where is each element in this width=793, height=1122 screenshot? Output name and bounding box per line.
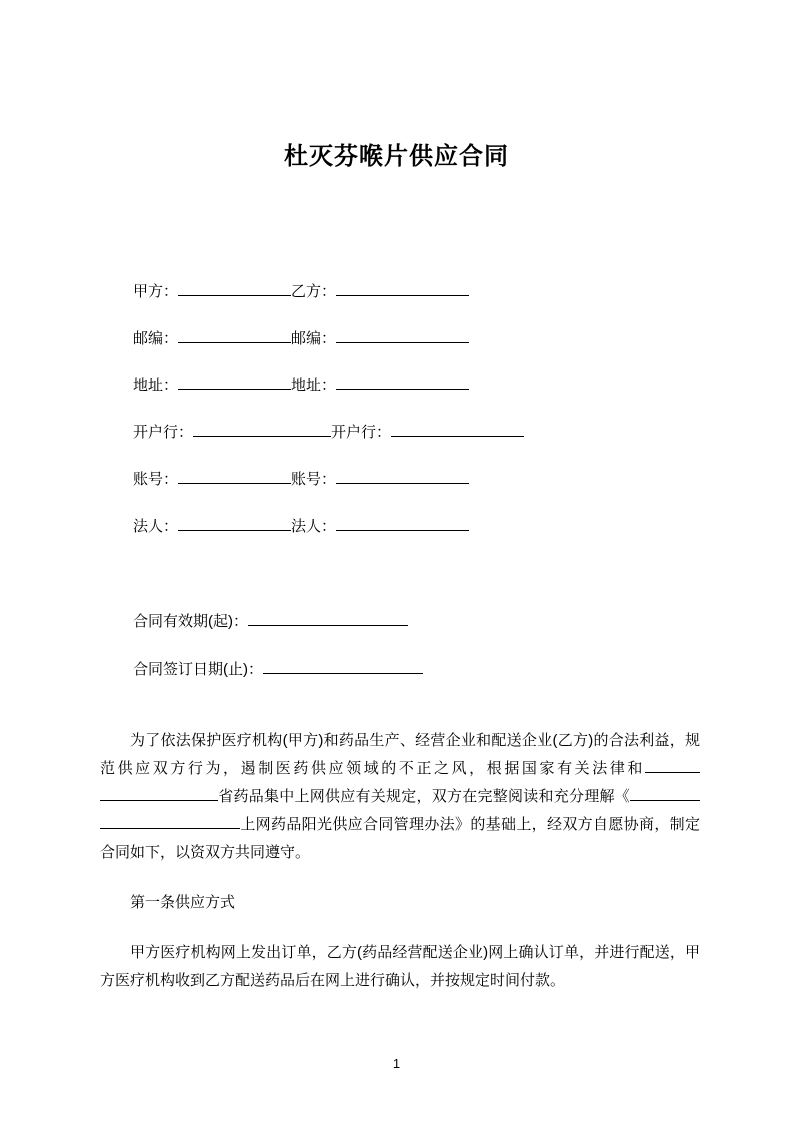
contract-signing-date-row [133, 660, 733, 677]
party-label-right: 账号： [291, 471, 337, 488]
party-label-right: 开户行： [331, 424, 392, 441]
contract-validity-label: 合同有效期(起)： [133, 613, 248, 630]
preamble-blank-1[interactable] [645, 758, 700, 773]
party-row [133, 282, 693, 299]
party-field-right[interactable] [336, 470, 469, 484]
preamble-paragraph [100, 727, 700, 867]
party-row [133, 376, 693, 393]
party-field-right[interactable] [336, 329, 469, 343]
party-field-left[interactable] [193, 423, 331, 437]
party-field-left[interactable] [178, 329, 291, 343]
page-title: 杜灭芬喉片供应合同 [284, 143, 509, 170]
party-label-left: 开户行： [133, 424, 194, 441]
party-row [133, 470, 693, 487]
party-label-left: 邮编： [133, 330, 179, 347]
party-label-left: 甲方： [133, 283, 179, 300]
preamble-blank-4[interactable] [100, 814, 240, 829]
preamble-blank-2[interactable] [100, 786, 218, 801]
party-field-right[interactable] [336, 517, 469, 531]
contract-validity-field[interactable] [248, 612, 408, 626]
party-label-right: 乙方： [291, 283, 337, 300]
party-row [133, 423, 693, 440]
party-row [133, 517, 693, 534]
party-information-block [133, 282, 693, 564]
preamble-segment-1: 为了依法保护医疗机构(甲方)和药品生产、经营企业和配送企业(乙方)的合法利益，规范供应双方行为，遏制医药供应领域的不正之风，根据国家有关法律和 [100, 732, 700, 777]
party-field-right[interactable] [391, 423, 524, 437]
preamble-segment-3: 上网药品阳光供应合同管理办法》的基础上，经双方自愿协商，制定合同如下，以资双方共同遵守。 [100, 816, 700, 861]
party-label-right: 地址： [291, 377, 337, 394]
document-body [100, 727, 700, 1017]
party-label-right: 法人： [291, 518, 337, 535]
party-label-left: 账号： [133, 471, 179, 488]
page-number: 1 [392, 1056, 401, 1071]
party-field-right[interactable] [336, 282, 469, 296]
contract-date-block [133, 612, 733, 708]
contract-signing-date-label: 合同签订日期(止)： [133, 661, 263, 678]
preamble-segment-2: 省药品集中上网供应有关规定，双方在完整阅读和充分理解《 [218, 788, 630, 805]
contract-signing-date-field[interactable] [263, 660, 423, 674]
party-label-right: 邮编： [291, 330, 337, 347]
party-label-left: 法人： [133, 518, 179, 535]
party-field-left[interactable] [178, 282, 291, 296]
preamble-blank-3[interactable] [630, 786, 700, 801]
party-field-left[interactable] [178, 470, 291, 484]
section-one-body: 甲方医疗机构网上发出订单，乙方(药品经营配送企业)网上确认订单，并进行配送，甲方医疗机构收到乙方配送药品后在网上进行确认，并按规定时间付款。 [100, 944, 700, 989]
party-field-right[interactable] [336, 376, 469, 390]
party-row [133, 329, 693, 346]
party-label-left: 地址： [133, 377, 179, 394]
party-field-left[interactable] [178, 376, 291, 390]
section-one-heading: 第一条供应方式 [130, 894, 236, 911]
party-field-left[interactable] [178, 517, 291, 531]
contract-validity-row [133, 612, 733, 629]
